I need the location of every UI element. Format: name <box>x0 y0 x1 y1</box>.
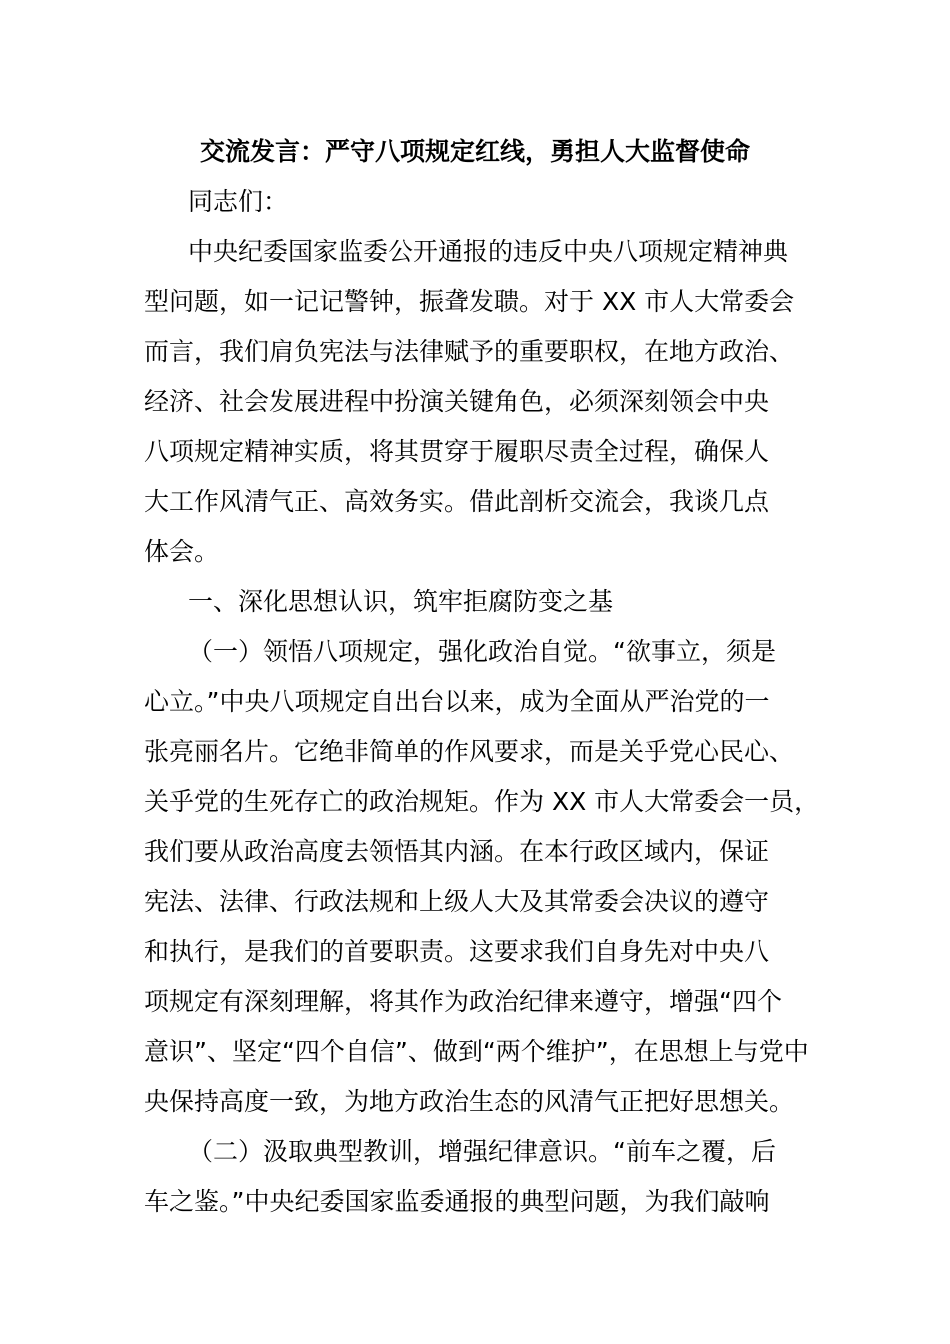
paragraph-line: （二）汲取典型教训，增强纪律意识。“前车之覆，后 <box>188 1137 776 1166</box>
paragraph-line: 而言，我们肩负宪法与法律赋予的重要职权，在地方政治、 <box>144 337 795 366</box>
paragraph-line: 车之鉴。”中央纪委国家监委通报的典型问题，为我们敲响 <box>144 1187 770 1216</box>
paragraph-line: 八项规定精神实质，将其贯穿于履职尽责全过程，确保人 <box>144 437 770 466</box>
paragraph-line: 项规定有深刻理解，将其作为政治纪律来遵守，增强“四个 <box>144 987 782 1016</box>
paragraph-line: 意识”、坚定“四个自信”、做到“两个维护”，在思想上与党中 <box>144 1037 809 1066</box>
paragraph-line: 型问题，如一记记警钟，振聋发聩。对于 XX 市人大常委会 <box>144 287 795 316</box>
paragraph-line: 大工作风清气正、高效务实。借此剖析交流会，我谈几点 <box>144 487 770 516</box>
paragraph-line: 和执行，是我们的首要职责。这要求我们自身先对中央八 <box>144 937 770 966</box>
section-heading: 一、深化思想认识，筑牢拒腐防变之基 <box>188 587 614 616</box>
paragraph-line: 中央纪委国家监委公开通报的违反中央八项规定精神典 <box>188 237 789 266</box>
paragraph-line: 我们要从政治高度去领悟其内涵。在本行政区域内，保证 <box>144 837 770 866</box>
paragraph-line: 心立。”中央八项规定自出台以来，成为全面从严治党的一 <box>144 687 770 716</box>
paragraph-line: 宪法、法律、行政法规和上级人大及其常委会决议的遵守 <box>144 887 770 916</box>
paragraph-line: 经济、社会发展进程中扮演关键角色，必须深刻领会中央 <box>144 387 770 416</box>
document-title: 交流发言：严守八项规定红线，勇担人大监督使命 <box>199 137 750 166</box>
paragraph-line: （一）领悟八项规定，强化政治自觉。“欲事立，须是 <box>188 637 776 666</box>
paragraph-line: 体会。 <box>144 537 220 566</box>
paragraph-line: 关乎党的生死存亡的政治规矩。作为 XX 市人大常委会一员， <box>144 787 820 816</box>
greeting: 同志们： <box>188 187 289 216</box>
paragraph-line: 张亮丽名片。它绝非简单的作风要求，而是关乎党心民心、 <box>144 737 795 766</box>
paragraph-line: 央保持高度一致，为地方政治生态的风清气正把好思想关。 <box>144 1087 795 1116</box>
